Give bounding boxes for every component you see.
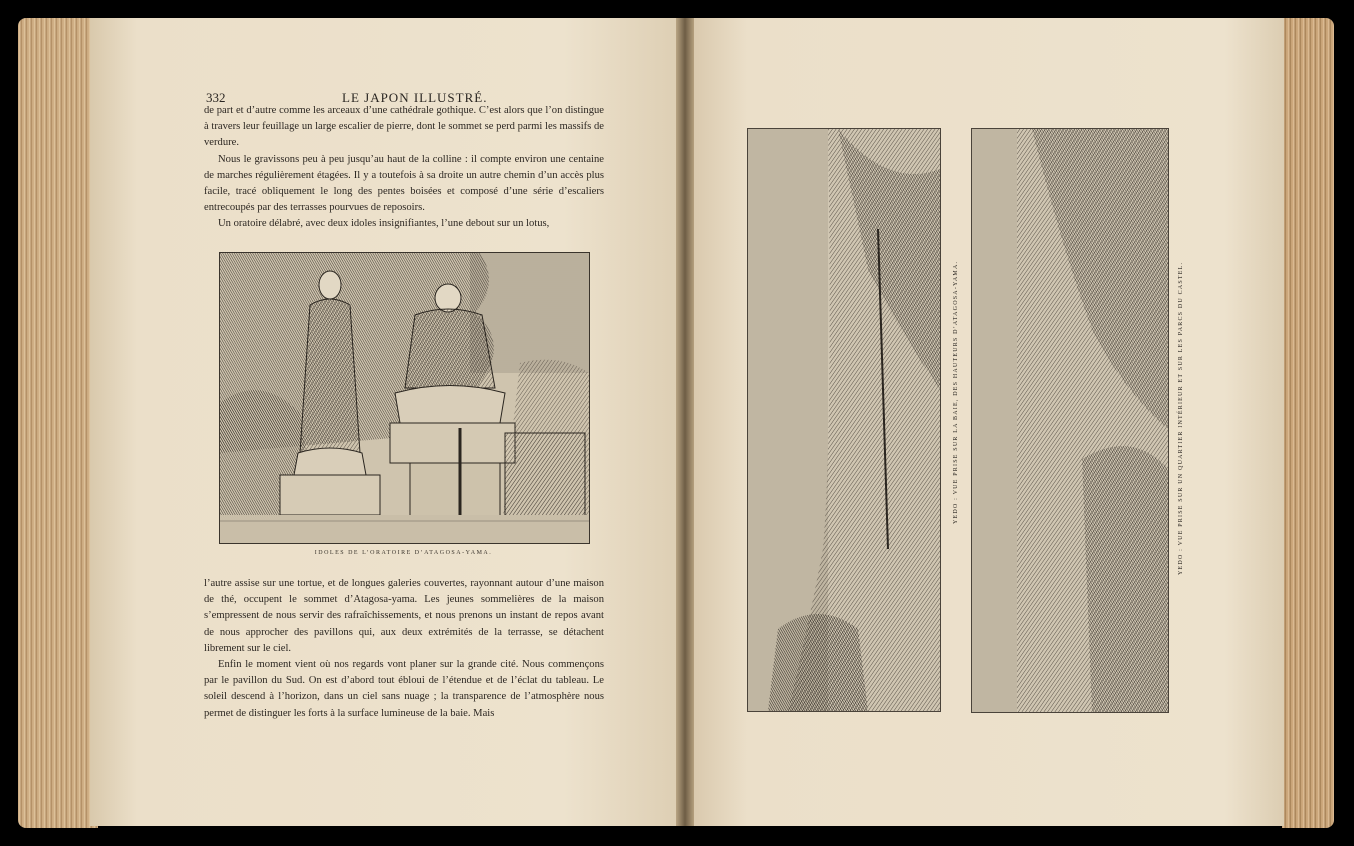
text-block-top bbox=[204, 103, 604, 233]
running-title: LE JAPON ILLUSTRÉ. bbox=[342, 90, 488, 105]
right-page-edges bbox=[1282, 18, 1334, 828]
figure-caption: IDOLES DE L’ORATOIRE D’ATAGOSA-YAMA. bbox=[314, 550, 493, 556]
plate-bay-view bbox=[747, 128, 941, 712]
engraving-illustration bbox=[220, 253, 589, 543]
paragraph: l’autre assise sur une tortue, et de longues galeries couvertes, rayonnant autour d’une maison de thé, occupent le sommet d’Atagosa-yama. Les jeunes sommelières de la maison s’empressent de nous servir des rafraîchissements, et nous prenons un instant de repos avant de nous approcher des pavillons qui, aux deux extrémités de la terrasse, se détachent librement sur le ciel. bbox=[204, 578, 604, 654]
plate-bay-illustration bbox=[748, 129, 940, 711]
paragraph: Nous le gravissons peu à peu jusqu’au haut de la colline : il compte environ une centaine de marches régulièrement étagées. Il y a toutefois à sa droite un autre chemin d’un accès plus facile, tracé obliquement le long des pentes boisées et composé d’une série d’escaliers entrecoupés par des terrasses pourvues de reposoirs. bbox=[204, 153, 604, 214]
engraving-idols bbox=[219, 252, 590, 544]
plate-caption-bay: YEDO : VUE PRISE SUR LA BAIE, DES HAUTEURS D’ATAGOSA-YAMA. bbox=[953, 260, 959, 524]
left-page-edges bbox=[18, 18, 98, 828]
plate-city-illustration bbox=[972, 129, 1168, 712]
paragraph: Enfin le moment vient où nos regards vont planer sur la grande cité. Nous commençons par le pavillon du Sud. On est d’abord tout ébloui de l’étendue et de l’éclat du tableau. Le soleil descend à l’horizon, dans un ciel sans nuage ; la transparence de l’atmosphère nous permet de distinguer les forts à la surface lumineuse de la baie. Mais bbox=[204, 659, 604, 719]
plate-city-view bbox=[971, 128, 1169, 713]
paragraph: Un oratoire délabré, avec deux idoles insignifiantes, l’une debout sur un lotus, bbox=[218, 218, 550, 230]
paragraph: de part et d’autre comme les arceaux d’une cathédrale gothique. C’est alors que l’on distingue à travers leur feuillage un large escalier de pierre, dont le sommet se perd parmi les massifs de verdure. bbox=[204, 105, 604, 149]
book-gutter bbox=[676, 18, 694, 826]
page-number: 332 bbox=[206, 90, 226, 105]
text-block-bottom bbox=[204, 576, 604, 722]
plate-caption-city: YEDO : VUE PRISE SUR UN QUARTIER INTÉRIEUR ET SUR LES PARCS DU CASTEL. bbox=[1178, 261, 1184, 575]
